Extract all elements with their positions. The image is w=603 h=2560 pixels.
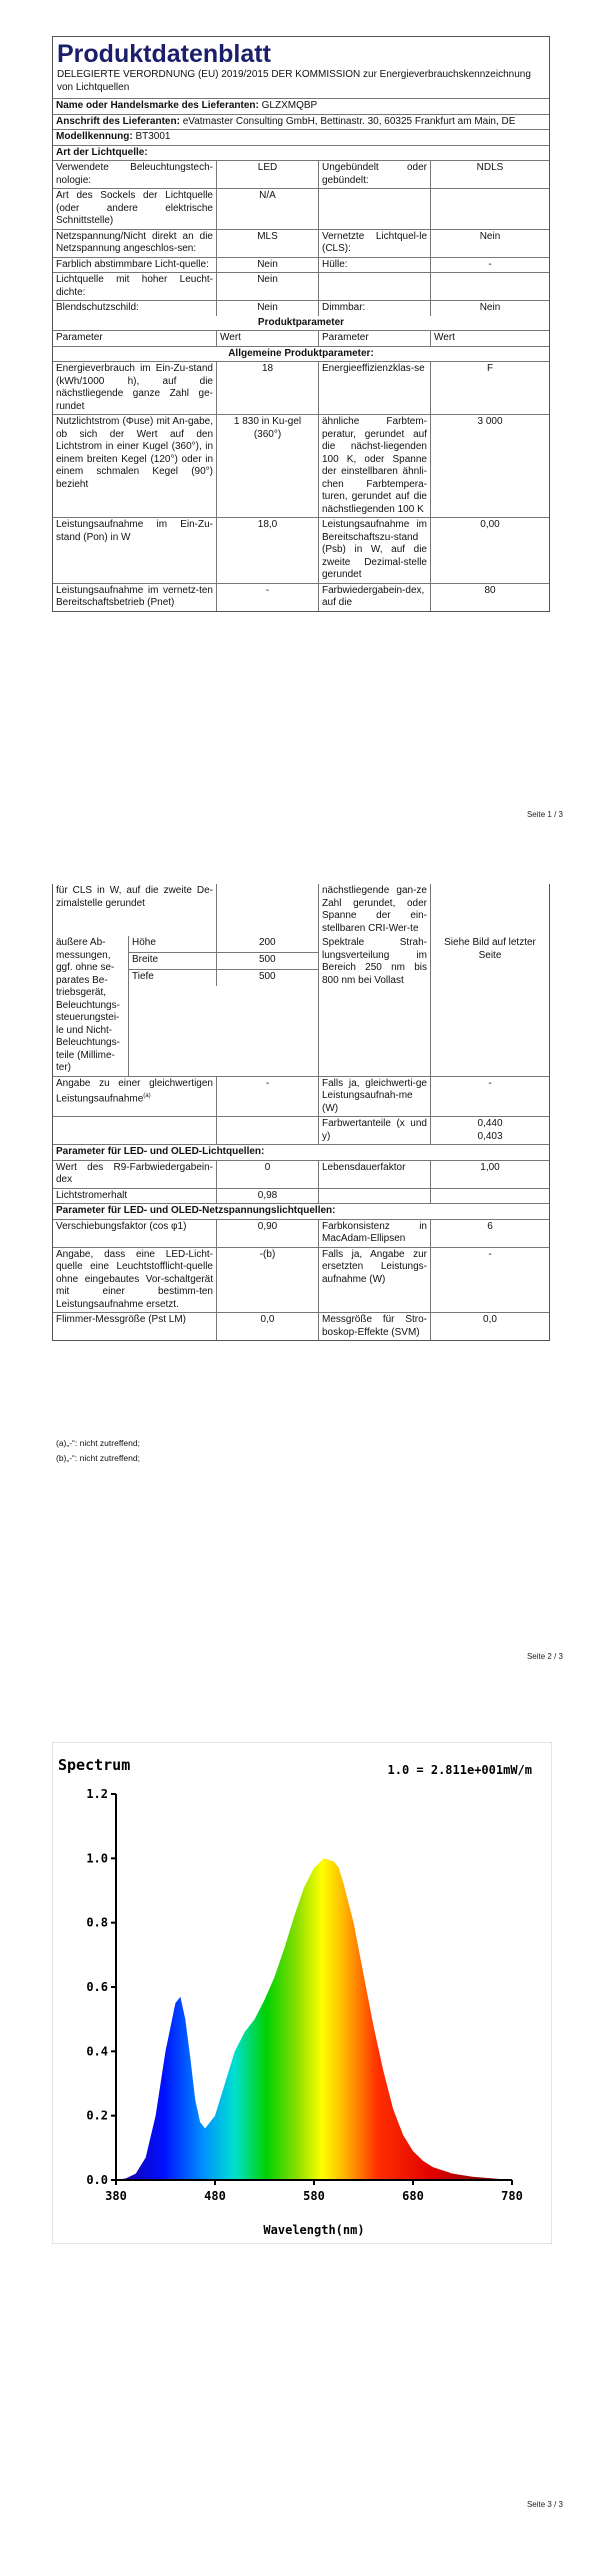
y-tick-label: 0.6 [86,1980,108,1994]
equivalent-label: Angabe zu einer gleichwertigen Leistungsaufnahme$^{(a)}$ [53,1077,217,1117]
type-cell-d: NDLS [476,162,504,173]
mains-row [53,1313,549,1340]
equivalent-value: - [217,1077,319,1117]
param-cell-a: Leistungsaufnahme im Ein-Zu-stand (Pon) in W [53,518,217,583]
type-row [53,258,549,274]
dimension-value: 500 [258,954,276,965]
continued-cell-c: nächstliegende gan-ze Zahl gerundet, oder Spanne der ein-stellbaren CRI-Wer-te [319,884,431,936]
y-tick-label: 1.0 [86,1851,108,1866]
equivalent-c-label: Falls ja, gleichwerti-ge Leistungsaufnah-me (W) [319,1077,431,1117]
continued-cell-a: für CLS in W, auf die zweite De-zimalstelle gerundet [53,884,217,936]
page-number-3: Seite 3 / 3 [526,2500,563,2509]
page-title: Produktdatenblatt [57,40,271,68]
type-cell-b: N/A [217,189,319,229]
param-row [53,415,549,518]
supplier-value: GLZXMQBP [261,100,318,111]
mains-heading: Parameter für LED- und OLED-Netzspannungslichtquellen: [56,1205,336,1216]
type-heading-row [53,146,549,162]
type-cell-d [431,273,549,300]
type-cell-b: Nein [217,273,319,300]
r9-row [53,1161,549,1189]
dimension-name: Höhe [129,936,217,952]
produktparameter-row [53,316,549,332]
r9-value: 0 [217,1161,319,1188]
r9-label: Wert des R9-Farbwiedergabein-dex [53,1161,217,1188]
type-cell-c: Vernetzte Lichtquel-le (CLS): [319,230,431,257]
maintenance-label: Lichtstromerhalt [53,1189,217,1204]
produktparameter-heading: Produktparameter [257,316,345,328]
led-heading: Parameter für LED- und OLED-Lichtquellen: [56,1146,265,1157]
col-param-2: Parameter [319,331,431,346]
dimension-row [129,936,318,953]
mains-row [53,1220,549,1248]
type-row [53,230,549,258]
type-cell-a: Verwendete Beleuchtungstech-nologie: [53,161,217,188]
address-value: eVatmaster Consulting GmbH, Bettinastr. 30, 60325 Frankfurt am Main, DE [182,115,516,127]
equivalent-d-value: - [488,1077,492,1089]
param-cell-c: ähnliche Farbtem-peratur, gerundet auf die nächst-liegenden 100 K, oder Spanne der einstellbaren ähnli-chen Farbtempera-turen, gerundet auf die nächstliegenden 100 K [319,415,431,517]
chart-title: Spectrum [58,1756,131,1774]
param-cell-a: Leistungsaufnahme im vernetz-ten Bereitschaftsbetrieb (Pnet) [53,584,217,611]
param-cell-c: Energieeffizienzklas-se [319,362,431,414]
param-cell-d: 3 000 [477,416,503,427]
y-tick-label: 0.4 [86,2044,108,2059]
dimension-name: Breite [129,953,217,969]
type-cell-c: Dimmbar: [319,301,431,316]
param-cell-c: Leistungsaufnahme im Bereitschaftszu-stand (Psb) in W, auf die zweite Dezimal-stelle gerundet [319,518,431,583]
type-cell-b: MLS [217,230,319,257]
x-tick-label: 480 [204,2189,226,2203]
dimension-value: 200 [258,937,276,948]
x-tick-label: 580 [303,2189,325,2203]
param-cell-d: 0,00 [480,519,500,530]
type-cell-c [319,273,431,300]
supplier-label: Name oder Handelsmarke des Lieferanten: [56,100,259,111]
type-heading: Art der Lichtquelle: [56,146,148,158]
param-cell-a: Nutzlichtstrom (Φuse) mit An-gabe, ob sich der Wert auf den Lichtstrom in einer Kugel (360°), in einem breiten Kegel (120°) oder in einem schmalen Kegel (90°) bezieht [53,415,217,517]
col-wert-2: Wert [434,332,455,343]
type-cell-b: Nein [217,301,319,316]
dimension-value: 500 [258,971,276,982]
mains-cell-b: 0,0 [217,1313,319,1340]
param-row [53,518,549,584]
y-tick-label: 1.2 [86,1787,108,1801]
spectral-label: Spektrale Strah-lungsverteilung im Bereich 250 nm bis 800 nm bei Vollast [319,936,431,1076]
param-cell-b: - [217,584,319,611]
y-tick-label: 0.8 [86,1915,108,1930]
mains-cell-d: - [488,1248,492,1260]
maintenance-row [53,1189,549,1205]
allgemeine-row [53,347,549,363]
life-value: 1,00 [480,1161,500,1173]
param-cell-a: Energieverbrauch im Ein-Zu-stand (kWh/1000 h), auf die nächstliegende ganze Zahl ge-rundet [53,362,217,414]
page-number-2: Seite 2 / 3 [526,1652,563,1661]
page-2 [0,870,603,1690]
mains-row [53,1248,549,1314]
mains-cell-c: Falls ja, Angabe zur ersetzten Leistungs-aufnahme (W) [319,1248,431,1313]
chromaticity-row [53,1117,549,1145]
dimensions-label: äußere Ab-messungen, ggf. ohne se-parates Be-triebsgerät, Beleuchtungs-steuerungstei-le und Nicht-Beleuchtungs-teile (Millime-ter) [53,936,129,1076]
mains-cell-d: 6 [487,1220,493,1232]
type-cell-c [319,189,431,229]
chart-scale-note: 1.0 = 2.811e+001mW/m [387,1763,532,1777]
allgemeine-heading: Allgemeine Produktparameter: [228,347,374,359]
type-row [53,301,549,316]
type-cell-d: Nein [479,230,501,242]
maintenance-value: 0,98 [217,1189,319,1204]
led-heading-row [53,1145,549,1161]
address-label: Anschrift des Lieferanten: [56,115,180,127]
type-cell-b: LED [217,161,319,188]
model-label: Modellkennung: [56,131,133,142]
col-wert-1: Wert [217,331,319,346]
life-label: Lebensdauerfaktor [319,1161,431,1188]
mains-cell-a: Flimmer-Messgröße (Pst LM) [53,1313,217,1340]
param-cell-d: 80 [484,584,496,596]
dimension-row [129,970,318,986]
type-cell-a: Lichtquelle mit hoher Leucht-dichte: [53,273,217,300]
type-cell-d: - [488,258,492,270]
model-value: BT3001 [135,131,171,142]
type-cell-d: Nein [479,302,501,313]
param-row [53,584,549,611]
type-cell-b: Nein [217,258,319,273]
param-cell-d: F [486,363,494,374]
page-1 [0,0,603,830]
mains-cell-b: -(b) [217,1248,319,1313]
dimension-row [129,953,318,970]
address-row [53,115,549,131]
model-row [53,130,549,146]
type-cell-c: Ungebündelt oder gebündelt: [319,161,431,188]
x-tick-label: 780 [501,2189,523,2203]
footnote-b: (b)„-“: nicht zutreffend; [56,1453,140,1463]
param-row [53,362,549,415]
dimensions-values [129,936,319,1076]
continued-cell-d [431,884,549,936]
spectral-value: Siehe Bild auf letzter Seite [444,937,536,961]
mains-heading-row [53,1204,549,1220]
mains-cell-d: 0,0 [483,1314,497,1325]
datasheet-page-1 [52,36,550,612]
page-number-1: Seite 1 / 3 [526,810,563,819]
type-cell-a: Farblich abstimmbare Licht-quelle: [53,258,217,273]
mains-cell-c: Messgröße für Stro-boskop-Effekte (SVM) [319,1313,431,1340]
chromaticity-label: Farbwertanteile (x und y) [319,1117,431,1144]
param-cell-c: Farbwiedergabein-dex, auf die [319,584,431,611]
type-cell-a: Netzspannung/Nicht direkt an die Netzspannung angeschlos-sen: [53,230,217,257]
type-cell-c: Hülle: [319,258,431,273]
spectrum-chart [52,1742,552,2244]
type-row [53,161,549,189]
type-row [53,189,549,230]
mains-cell-a: Verschiebungsfaktor (cos φ1) [53,1220,217,1247]
regulation-subtitle: DELEGIERTE VERORDNUNG (EU) 2019/2015 DER KOMMISSION zur Energieverbrauchskennzeichnung von Lichtquellen [57,69,531,93]
type-cell-d [431,189,549,229]
dimensions-row [53,936,549,1077]
param-cell-b: 18 [217,362,319,414]
mains-cell-a: Angabe, dass eine LED-Licht-quelle eine Leuchtstofflicht-quelle ohne eingebautes Vor-schaltgerät mit einer bestimm-ten Leistungsaufnahme ersetzt. [53,1248,217,1313]
chart-xlabel: Wavelength(nm) [263,2223,365,2237]
chromaticity-values: 0,440 0,403 [477,1118,503,1142]
equivalent-power-row [53,1077,549,1118]
continued-cell-b [217,884,319,936]
param-cell-b: 1 830 in Ku-gel (360°) [217,415,319,517]
supplier-row [53,98,549,115]
footnote-a: (a)„-“: nicht zutreffend; [56,1438,140,1448]
mains-cell-c: Farbkonsistenz in MacAdam-Ellipsen [319,1220,431,1247]
dimension-name: Tiefe [129,970,217,986]
x-tick-label: 380 [105,2189,127,2203]
y-tick-label: 0.2 [86,2108,108,2123]
type-cell-a: Blendschutzschild: [53,301,217,316]
y-tick-label: 0.0 [86,2173,108,2187]
type-row [53,273,549,301]
mains-cell-b: 0,90 [217,1220,319,1247]
continued-row [53,884,549,936]
datasheet-page-2 [52,884,550,1341]
column-header-row [53,331,549,347]
param-cell-b: 18,0 [217,518,319,583]
x-tick-label: 680 [402,2189,424,2203]
type-cell-a: Art des Sockels der Lichtquelle (oder andere elektrische Schnittstelle) [53,189,217,229]
col-param-1: Parameter [53,331,217,346]
